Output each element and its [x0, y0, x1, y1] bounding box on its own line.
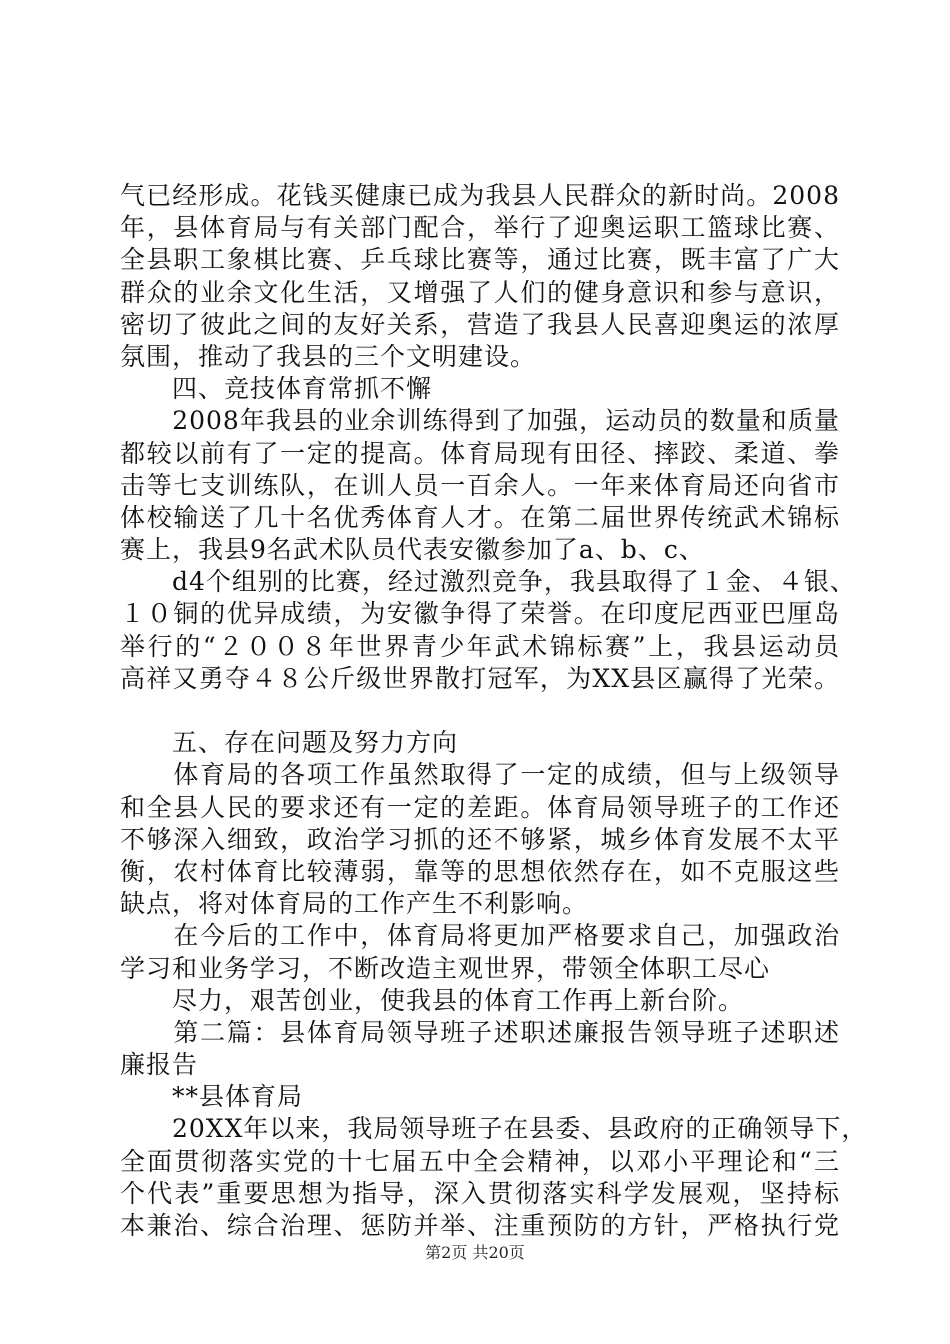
text-line: 个代表”重要思想为指导，深入贯彻落实科学发展观，坚持标: [120, 1178, 840, 1208]
text-line: 击等七支训练队，在训人员一百余人。一年来体育局还向省市: [120, 470, 840, 500]
text-line: 氛围，推动了我县的三个文明建设。: [120, 341, 537, 371]
text-line: 不够深入细致，政治学习抓的还不够紧，城乡体育发展不太平: [120, 824, 840, 854]
document-body: [120, 180, 868, 1242]
text-line: 全县职工象棋比赛、乒乓球比赛等，通过比赛，既丰富了广大: [120, 245, 840, 275]
text-line: 体育局的各项工作虽然取得了一定的成绩，但与上级领导: [120, 760, 840, 790]
text-line: 本兼治、综合治理、惩防并举、注重预防的方针，严格执行党: [120, 1211, 840, 1240]
text-line: 年，县体育局与有关部门配合，举行了迎奥运职工篮球比赛、: [120, 213, 840, 243]
text-line: 2008年我县的业余训练得到了加强，运动员的数量和质量: [120, 406, 840, 436]
page-footer: 第2页 共20页: [425, 1243, 525, 1262]
text-line: 20XX年以来，我局领导班子在县委、县政府的正确领导下，: [120, 1114, 868, 1144]
text-line: １０铜的优异成绩，为安徽争得了荣誉。在印度尼西亚巴厘岛: [120, 599, 840, 629]
text-line: 和全县人民的要求还有一定的差距。体育局领导班子的工作还: [120, 792, 840, 822]
text-line: **县体育局: [120, 1082, 304, 1112]
text-line: 学习和业务学习，不断改造主观世界，带领全体职工尽心: [120, 953, 771, 983]
text-line: 都较以前有了一定的提高。体育局现有田径、摔跤、柔道、拳: [120, 438, 840, 468]
text-line: 衡，农村体育比较薄弱，靠等的思想依然存在，如不克服这些: [120, 856, 840, 886]
text-line: 气已经形成。花钱买健康已成为我县人民群众的新时尚。2008: [120, 181, 840, 210]
text-line: 五、存在问题及努力方向: [120, 728, 459, 758]
text-line: 第二篇：县体育局领导班子述职述廉报告领导班子述职述: [120, 1017, 840, 1047]
text-line: 全面贯彻落实党的十七届五中全会精神，以邓小平理论和“三: [120, 1146, 840, 1176]
text-line: 高祥又勇夺４８公斤级世界散打冠军，为XX县区赢得了光荣。: [120, 663, 840, 693]
text-line: 缺点，将对体育局的工作产生不利影响。: [120, 889, 589, 919]
blank-line: [120, 695, 840, 727]
text-line: 体校输送了几十名优秀体育人才。在第二届世界传统武术锦标: [120, 502, 840, 532]
text-line: 群众的业余文化生活，又增强了人们的健身意识和参与意识，: [120, 277, 840, 307]
text-line: 尽力，艰苦创业，使我县的体育工作再上新台阶。: [120, 985, 745, 1015]
text-line: 密切了彼此之间的友好关系，营造了我县人民喜迎奥运的浓厚: [120, 309, 840, 339]
text-line: d4个组别的比赛，经过激烈竞争，我县取得了１金、４银、: [120, 567, 856, 597]
text-line: 举行的“２００８年世界青少年武术锦标赛”上，我县运动员: [120, 631, 840, 661]
text-line: 廉报告: [120, 1050, 199, 1080]
text-line: 赛上，我县9名武术队员代表安徽参加了a、b、c、: [120, 535, 705, 565]
text-line: 四、竞技体育常抓不懈: [120, 374, 433, 404]
text-line: 在今后的工作中，体育局将更加严格要求自己，加强政治: [120, 921, 840, 951]
